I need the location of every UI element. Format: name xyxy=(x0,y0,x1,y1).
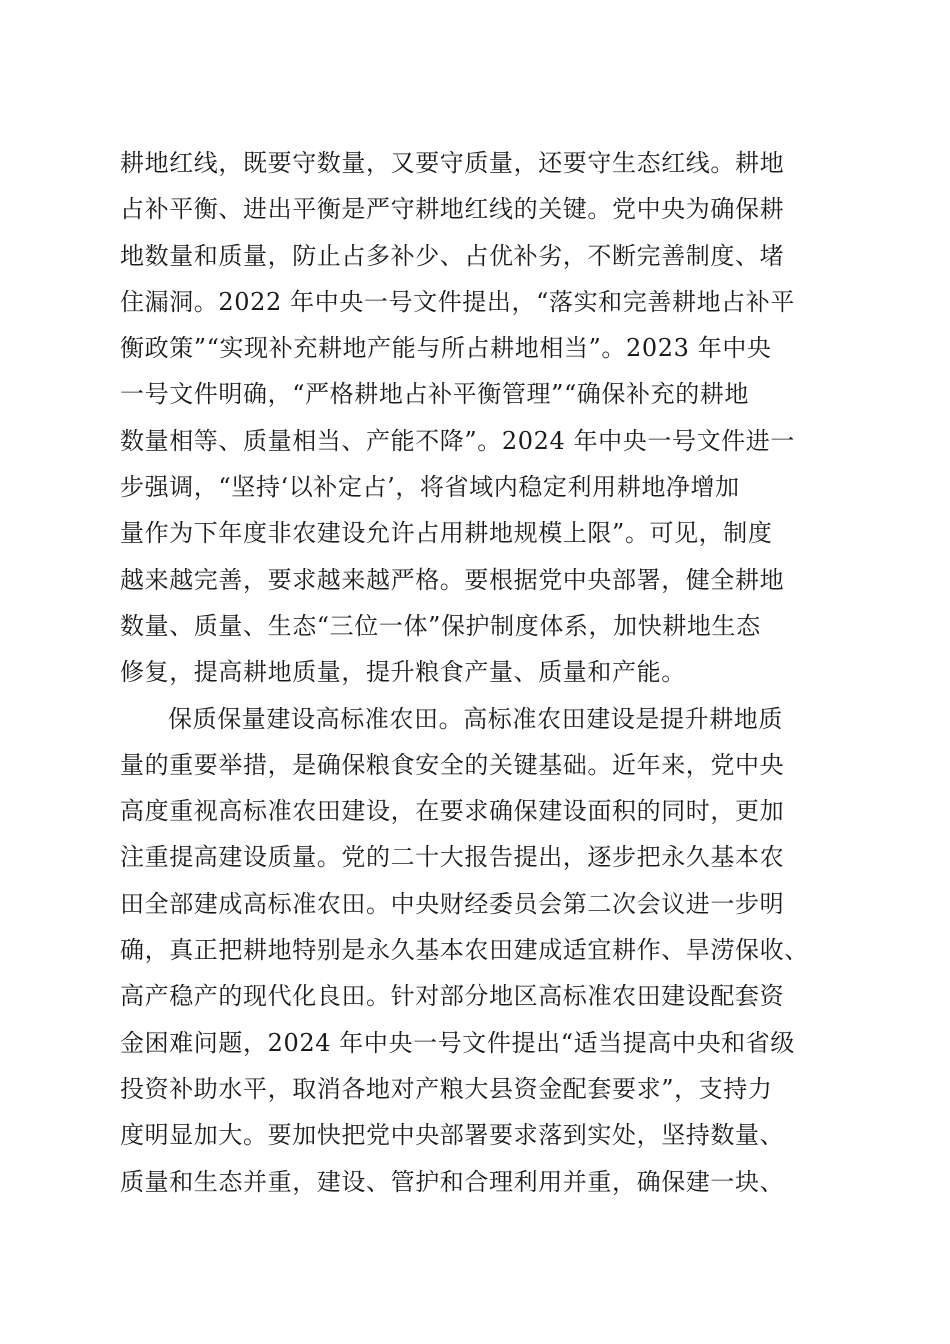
text-line: 越来越完善，要求越来越严格。要根据党中央部署，健全耕地 xyxy=(120,565,785,594)
text-line: 住漏洞。2022 年中央一号文件提出，“落实和完善耕地占补平 xyxy=(120,287,795,316)
paragraph-farmland-red-line xyxy=(120,140,840,696)
text-line: 质量和生态并重，建设、管护和合理利用并重，确保建一块、 xyxy=(120,1167,785,1196)
text-line: 占补平衡、进出平衡是严守耕地红线的关键。党中央为确保耕 xyxy=(120,195,785,224)
text-line: 数量、质量、生态“三位一体”保护制度体系，加快耕地生态 xyxy=(120,611,761,640)
text-line: 数量相等、质量相当、产能不降”。2024 年中央一号文件进一 xyxy=(120,426,795,455)
text-line: 金困难问题，2024 年中央一号文件提出“适当提高中央和省级 xyxy=(120,1028,795,1057)
text-line: 度明显加大。要加快把党中央部署要求落到实处，坚持数量、 xyxy=(120,1121,785,1150)
text-line: 田全部建成高标准农田。中央财经委员会第二次会议进一步明 xyxy=(120,889,785,918)
text-line: 地数量和质量，防止占多补少、占优补劣，不断完善制度、堵 xyxy=(120,241,785,270)
text-line: 保质保量建设高标准农田。高标准农田建设是提升耕地质 xyxy=(168,704,783,733)
text-line: 一号文件明确，“严格耕地占补平衡管理”“确保补充的耕地 xyxy=(120,380,750,409)
text-line: 投资补助水平，取消各地对产粮大县资金配套要求”，支持力 xyxy=(120,1074,773,1103)
text-line: 量的重要举措，是确保粮食安全的关键基础。近年来，党中央 xyxy=(120,750,785,779)
paragraph-high-standard-farmland xyxy=(120,696,840,1205)
text-line: 修复，提高耕地质量，提升粮食产量、质量和产能。 xyxy=(120,658,686,687)
text-line: 耕地红线，既要守数量，又要守质量，还要守生态红线。耕地 xyxy=(120,149,785,177)
text-line: 确，真正把耕地特别是永久基本农田建成适宜耕作、旱涝保收、 xyxy=(120,936,809,965)
text-line: 步强调，“坚持‘以补定占’，将省域内稳定利用耕地净增加 xyxy=(120,473,740,502)
text-line: 注重提高建设质量。党的二十大报告提出，逐步把永久基本农 xyxy=(120,843,785,872)
text-line: 量作为下年度非农建设允许占用耕地规模上限”。可见，制度 xyxy=(120,519,773,548)
text-line: 高产稳产的现代化良田。针对部分地区高标准农田建设配套资 xyxy=(120,982,785,1011)
document-body xyxy=(120,140,840,1205)
text-line: 高度重视高标准农田建设，在要求确保建设面积的同时，更加 xyxy=(120,797,785,826)
text-line: 衡政策”“实现补充耕地产能与所占耕地相当”。2023 年中央 xyxy=(120,334,772,363)
